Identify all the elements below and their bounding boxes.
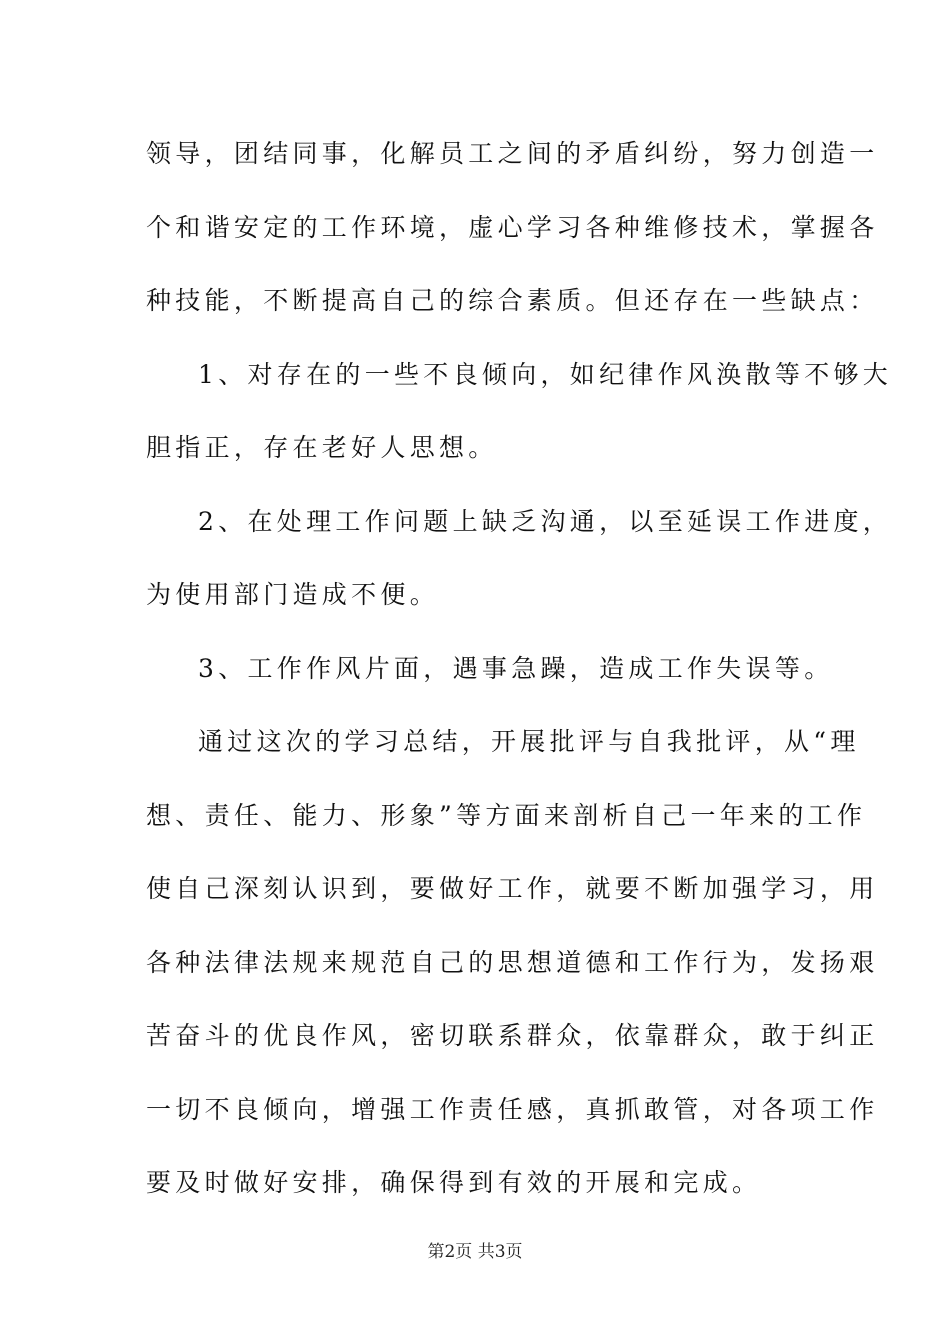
text-line-1: 领导，团结同事，化解员工之间的矛盾纠纷，努力创造一	[146, 139, 879, 168]
text-line-14: 一切不良倾向，增强工作责任感，真抓敢管，对各项工作	[146, 1094, 879, 1124]
page-footer: 第2页 共3页	[427, 1242, 523, 1262]
text-line-12: 各种法律法规来规范自己的思想道德和工作行为，发扬艰	[146, 947, 879, 977]
text-line-3: 种技能，不断提高自己的综合素质。但还存在一些缺点：	[146, 286, 879, 315]
document-body	[146, 124, 893, 1227]
text-line-10: 想、责任、能力、形象”等方面来剖析自己一年来的工作	[146, 800, 867, 830]
text-line-4: 1、对存在的一些不良倾向，如纪律作风涣散等不够大	[198, 359, 893, 389]
text-line-15: 要及时做好安排，确保得到有效的开展和完成。	[146, 1168, 762, 1197]
text-line-11: 使自己深刻认识到，要做好工作，就要不断加强学习，用	[146, 874, 879, 903]
text-line-9: 通过这次的学习总结，开展批评与自我批评，从“理	[198, 727, 860, 756]
text-line-5: 胆指正，存在老好人思想。	[146, 433, 498, 462]
text-line-7: 为使用部门造成不便。	[146, 580, 440, 609]
text-line-6: 2、在处理工作问题上缺乏沟通，以至延误工作进度，	[198, 506, 893, 536]
text-line-2: 个和谐安定的工作环境，虚心学习各种维修技术，掌握各	[146, 212, 879, 242]
text-line-13: 苦奋斗的优良作风，密切联系群众，依靠群众，敢于纠正	[146, 1021, 879, 1050]
text-line-8: 3、工作作风片面，遇事急躁，造成工作失误等。	[198, 653, 834, 683]
